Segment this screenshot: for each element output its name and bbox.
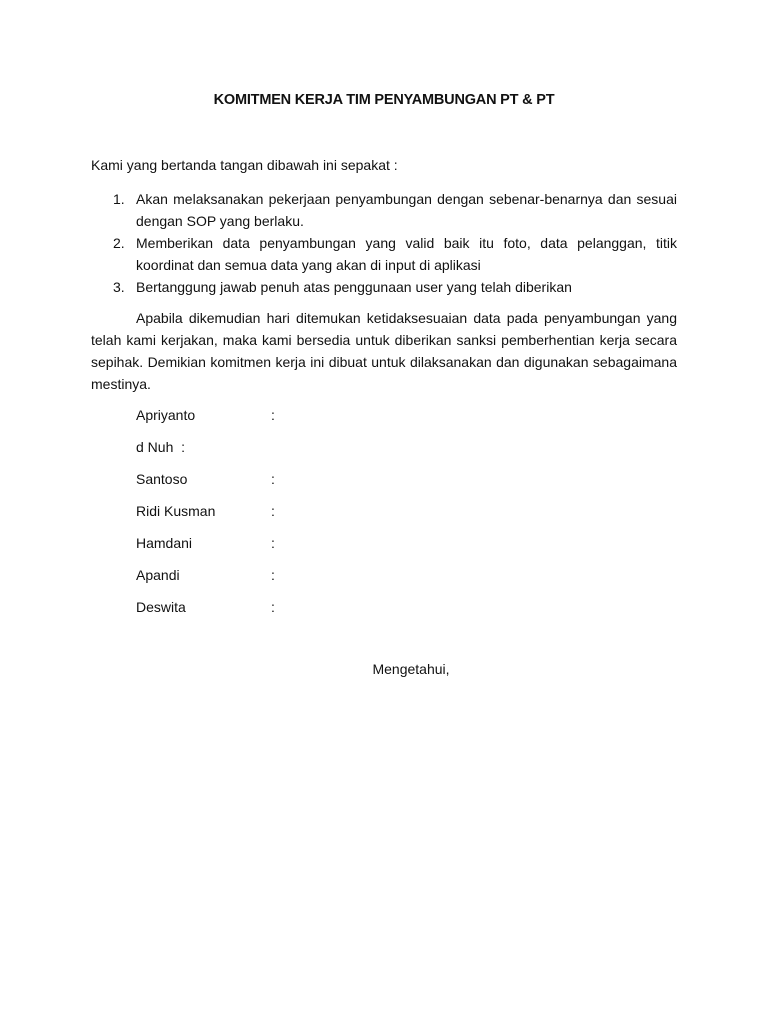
signer-name: Apandi bbox=[136, 567, 180, 583]
signer-row bbox=[136, 501, 275, 533]
list-item-number: 3. bbox=[113, 279, 125, 295]
signer-name: d Nuh bbox=[136, 439, 174, 455]
signer-row bbox=[136, 437, 185, 469]
signer-colon: : bbox=[271, 503, 275, 519]
acknowledgement-label: Mengetahui, bbox=[372, 661, 450, 677]
signer-colon: : bbox=[271, 407, 275, 423]
list-item-text: Akan melaksanakan pekerjaan penyambungan dengan sebenar-benarnya dan sesuai dengan SOP yang berlaku. bbox=[136, 191, 677, 229]
consequence-paragraph: Apabila dikemudian hari ditemukan ketidaksesuaian data pada penyambungan yang telah kami kerjakan, maka kami bersedia untuk diberikan sanksi pemberhentian kerja secara sepihak. Demikian komitmen kerja ini dibuat untuk dilaksanakan dan digunakan sebagaimana mestinya. bbox=[91, 310, 677, 392]
signer-name: Apriyanto bbox=[136, 407, 196, 423]
signer-name: Hamdani bbox=[136, 535, 193, 551]
signer-list bbox=[136, 405, 275, 629]
signer-colon: : bbox=[271, 567, 275, 583]
signer-colon: : bbox=[271, 471, 275, 487]
signer-row bbox=[136, 533, 275, 565]
signer-colon: : bbox=[181, 439, 186, 455]
list-item-number: 1. bbox=[113, 191, 125, 207]
commitment-list bbox=[91, 188, 677, 298]
list-item bbox=[91, 188, 677, 232]
signer-row bbox=[136, 597, 275, 629]
signer-row bbox=[136, 469, 275, 501]
signer-name: Santoso bbox=[136, 471, 188, 487]
list-item-number: 2. bbox=[113, 235, 125, 251]
document-title: KOMITMEN KERJA TIM PENYAMBUNGAN PT & PT bbox=[213, 92, 555, 108]
list-item-text: Memberikan data penyambungan yang valid baik itu foto, data pelanggan, titik koordinat dan semua data yang akan di input di aplikasi bbox=[136, 235, 677, 273]
signer-colon: : bbox=[271, 599, 275, 615]
list-item bbox=[91, 232, 677, 276]
signer-row bbox=[136, 405, 275, 437]
intro-text: Kami yang bertanda tangan dibawah ini sepakat : bbox=[91, 157, 398, 173]
signer-name: Deswita bbox=[136, 599, 186, 615]
list-item bbox=[91, 276, 677, 298]
signer-row bbox=[136, 565, 275, 597]
signer-colon: : bbox=[271, 535, 275, 551]
signer-name: Ridi Kusman bbox=[136, 503, 216, 519]
list-item-text: Bertanggung jawab penuh atas penggunaan user yang telah diberikan bbox=[136, 279, 572, 295]
